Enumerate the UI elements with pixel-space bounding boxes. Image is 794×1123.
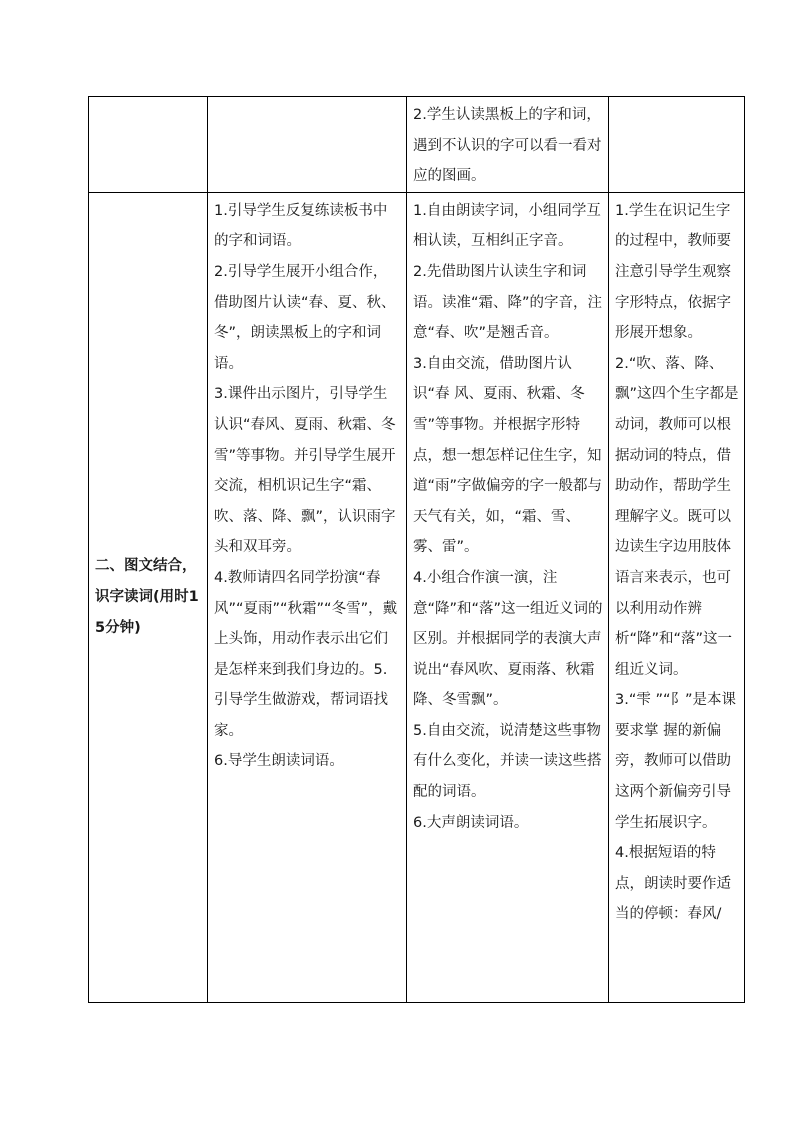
design-intent-cell [609,97,745,193]
table-row [89,97,745,193]
table-row [89,192,745,1002]
teacher-activity-item: 2.引导学生展开小组合作，借助图片认读“春、夏、秋、冬”，朗读黑板上的字和词语。 [214,263,396,372]
lesson-plan-table [88,96,745,1003]
teacher-activity-item: 4.教师请四名同学扮演“春风”“夏雨”“秋霜”“冬雪”，戴上头饰，用动作表示出它们是怎样来到我们身边的。5.引导学生做游戏，帮词语找家。 [214,569,398,739]
design-intent-item: 2.“吹、落、降、飘”这四个生字都是动词，教师可以根据动词的特点，借助动作，帮助学生 理解字义。既可以边读生字边用肢体语言来表示，也可以利用动作辨析“降”和“落”这一组近义词。 [615,355,739,678]
student-activity-item: 1.自由朗读字词，小组同学互相认读，互相纠正字音。 [413,202,601,250]
teacher-activity-item: 3.课件出示图片，引导学生认识“春风、夏雨、秋霜、冬雪”等事物。并引导学生展开交流，相机识记生字“霜、吹、落、降、飘”，认识雨字头和双耳旁。 [214,386,396,556]
design-intent-item: 1.学生在识记生字的过程中，教师要注意引导学生观察字形特点，依据字形展开想象。 [615,202,731,342]
student-activity-item: 6.大声朗读词语。 [413,814,529,831]
teacher-activity-cell [208,192,407,1002]
stage-cell: 二、图文结合，识字读词(用时15分钟) [89,192,208,1002]
student-activity-item: 5.自由交流，说清楚这些事物有什么变化，并读一读这些搭配的词语。 [413,722,602,801]
teacher-activity-item: 6.导学生朗读词语。 [214,753,344,770]
design-intent-item: 4.根据短语的特点，朗读时要作适当的停顿：春风/ [615,845,731,923]
student-activity-item: 4.小组合作演一演，注意“降”和“落”这一组近义词的区别。并根据同学的表演大声说出“春风吹、夏雨落、秋霜降、冬雪飘”。 [413,569,603,709]
student-activity-item: 3.自由交流，借助图片认识“春 风、夏雨、秋霜、冬雪”等事物。并根据字形特点，想一想怎样记住生字，知道“雨”字做偏旁的字一般都与天气有关，如，“霜、雪、雾、雷”。 [413,355,603,556]
design-intent-item: 3.“雫 ”“阝”是本课要求掌 握的新偏旁，教师可以借助这两个新偏旁引导学生拓展识字。 [615,692,736,831]
teacher-activity-item: 1.引导学生反复练读板书中的字和词语。 [214,202,388,250]
design-intent-cell [609,192,745,1002]
student-activity-item: 2.先借助图片认读生字和词语。读准“霜、降”的字音，注意“春、吹”是翘舌音。 [413,263,603,342]
teacher-activity-cell [208,97,407,193]
student-activity-cell [407,97,609,193]
student-activity-cell [407,192,609,1002]
stage-cell [89,97,208,193]
student-activity-item: 2.学生认读黑板上的字和词，遇到不认识的字可以看一看对应的图画。 [413,107,602,185]
